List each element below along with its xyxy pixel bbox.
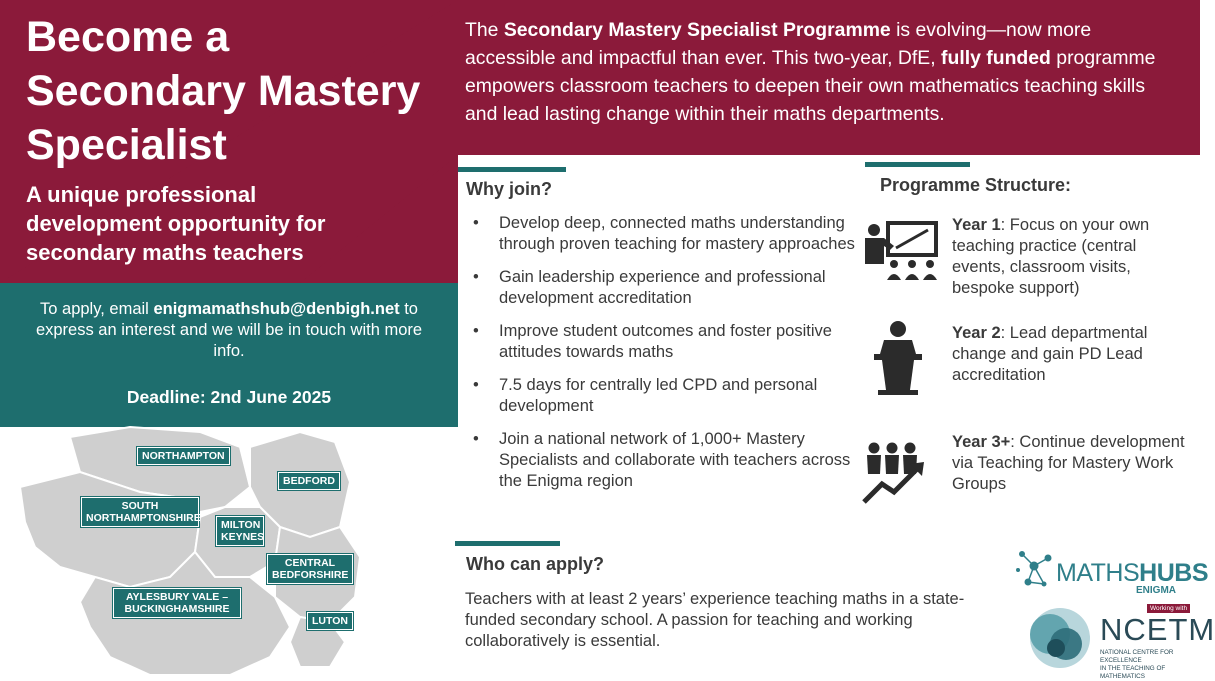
ncetm-logo [1020, 604, 1215, 680]
mathshubs-logo [1014, 544, 1208, 600]
apply-email-link[interactable]: enigmamathshub@denbigh.net [153, 300, 400, 318]
map-label-luton: LUTON [307, 612, 353, 630]
why-join-item: • Join a national network of 1,000+ Mastery Specialists and collaborate with teachers across the Enigma region [465, 429, 855, 492]
mathshubs-subtitle: ENIGMA [1136, 585, 1176, 596]
year-3-text: Year 3+: Continue development via Teaching for Mastery Work Groups [952, 433, 1185, 493]
map-label-northampton: NORTHAMPTON [137, 447, 230, 465]
apply-box [0, 283, 458, 427]
working-with-badge: Working with [1147, 604, 1190, 613]
why-join-accent-bar [458, 167, 566, 172]
mathshubs-wordmark: MATHSHUBS [1056, 559, 1208, 587]
page-subtitle: A unique professional development opportunity for secondary maths teachers [26, 182, 326, 265]
mathshubs-network-icon [1014, 544, 1058, 600]
ncetm-subtitle: NATIONAL CENTRE FOR EXCELLENCE IN THE TEACHING OF MATHEMATICS [1100, 649, 1174, 680]
structure-accent-bar [865, 162, 970, 167]
who-heading: Who can apply? [466, 554, 605, 574]
ncetm-circles-icon [1020, 604, 1096, 672]
group-growth-icon [860, 440, 928, 506]
podium-speaker-icon [872, 320, 924, 396]
map-label-aylesbury-vale: AYLESBURY VALE – BUCKINGHAMSHIRE [113, 588, 241, 618]
year-2-text: Year 2: Lead departmental change and gain PD Lead accreditation [952, 324, 1148, 384]
teacher-presentation-icon [860, 220, 940, 282]
map-label-south-northamptonshire: SOUTH NORTHAMPTONSHIRE [81, 497, 199, 527]
map-label-bedford: BEDFORD [278, 472, 340, 490]
year-1-text: Year 1: Focus on your own teaching practice (central events, classroom visits, bespoke support) [952, 216, 1150, 297]
page-title: Become a Secondary Mastery Specialist [26, 13, 421, 169]
programme-name: Secondary Mastery Specialist Programme [503, 19, 891, 41]
apply-instructions: To apply, email enigmamathshub@denbigh.net to express an interest and we will be in touch with more info. [35, 300, 423, 360]
who-text: Teachers with at least 2 years’ experience teaching maths in a state-funded secondary school. A passion for teaching and working collaboratively is essential. [465, 590, 965, 650]
intro-paragraph: The Secondary Mastery Specialist Programme is evolving—now more accessible and impactful than ever. This two-year, DfE, fully funded programme empowers classroom teachers to deepen their own mathematics teaching skills and lead lasting change within their maths departments. [465, 19, 1156, 125]
map-label-milton-keynes: MILTON KEYNES [216, 516, 264, 546]
why-join-item: • 7.5 days for centrally led CPD and personal development [465, 375, 855, 417]
ncetm-wordmark: NCETM [1100, 612, 1215, 647]
fully-funded-text: fully funded [941, 47, 1051, 69]
deadline-text: Deadline: 2nd June 2025 [126, 387, 332, 407]
map-label-central-bedfordshire: CENTRAL BEDFORSHIRE [267, 554, 353, 584]
why-join-item: • Develop deep, connected maths understanding through proven teaching for mastery approaches [465, 213, 855, 255]
why-join-item: • Improve student outcomes and foster positive attitudes towards maths [465, 321, 855, 363]
who-accent-bar [455, 541, 560, 546]
why-join-item: • Gain leadership experience and professional development accreditation [465, 267, 855, 309]
why-join-list [465, 213, 855, 504]
structure-heading: Programme Structure: [880, 175, 1072, 195]
why-join-heading: Why join? [466, 179, 552, 199]
